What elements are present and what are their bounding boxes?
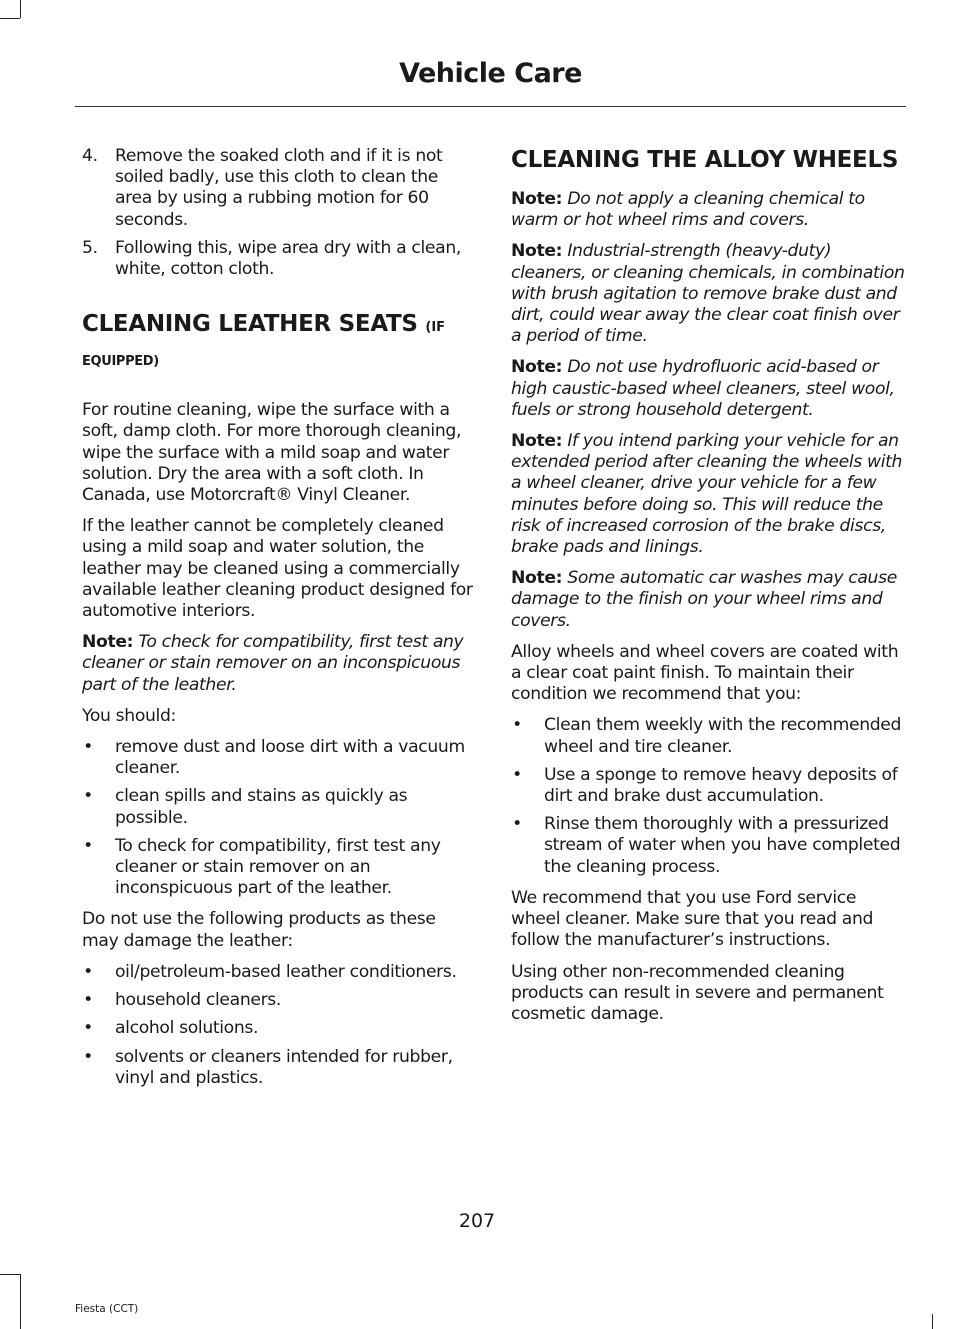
- right-column: [511, 146, 905, 1035]
- paragraph: We recommend that you use Ford service wheel cleaner. Make sure that you read and follow the manufacturer’s instructions.: [511, 887, 874, 951]
- bullet-marker: •: [83, 786, 93, 807]
- bullet-marker: •: [83, 961, 93, 982]
- bullet-item: [511, 765, 905, 807]
- paragraph: If the leather cannot be completely cleaned using a mild soap and water solution, the leather may be cleaned using a commercially available leather cleaning product designed for automotive interiors.: [82, 516, 473, 622]
- left-column: [82, 146, 474, 1096]
- bullet-item: [82, 786, 474, 828]
- crop-mark: [0, 1274, 20, 1275]
- bullet-text: clean spills and stains as quickly as possible.: [115, 786, 408, 828]
- bullet-item: [82, 1018, 474, 1039]
- note-label: Note:: [511, 431, 563, 452]
- crop-mark: [20, 1274, 21, 1329]
- paragraph: You should:: [82, 705, 176, 726]
- note-text: To check for compatibility, first test any cleaner or stain remover on an inconspicuous part of the leather.: [82, 632, 464, 695]
- note-label: Note:: [511, 189, 563, 209]
- bullet-text: remove dust and loose dirt with a vacuum cleaner.: [115, 737, 465, 779]
- note: [511, 241, 905, 347]
- note-text: Do not apply a cleaning chemical to warm or hot wheel rims and covers.: [511, 189, 865, 231]
- step-text: Following this, wipe area dry with a clean, white, cotton cloth.: [115, 237, 461, 280]
- step-text: Remove the soaked cloth and if it is not soiled badly, use this cloth to clean the area by using a rubbing motion for 60 seconds.: [115, 146, 443, 230]
- note: [82, 632, 474, 696]
- heading-suffix: (IF: [425, 320, 446, 336]
- bullet-text: Rinse them thoroughly with a pressurized stream of water when you have completed the cleaning process.: [544, 814, 901, 877]
- bullet-text: To check for compatibility, first test any cleaner or stain remover on an inconspicuous part of the leather.: [115, 835, 441, 899]
- bullet-text: solvents or cleaners intended for rubber, vinyl and plastics.: [115, 1046, 453, 1088]
- numbered-step: [82, 146, 474, 231]
- step-number: 5.: [82, 237, 98, 258]
- bullet-item: [511, 814, 905, 878]
- bullet-marker: •: [83, 1046, 93, 1067]
- note-label: Note:: [511, 241, 563, 262]
- numbered-step: [82, 238, 474, 280]
- bullet-item: [82, 737, 474, 779]
- paragraph: Using other non-recommended cleaning products can result in severe and permanent cosmetic damage.: [511, 961, 884, 1024]
- bullet-marker: •: [512, 764, 522, 785]
- bullet-item: [82, 836, 474, 900]
- note-label: Note:: [511, 357, 563, 378]
- crop-mark: [20, 0, 21, 18]
- bullet-text: Use a sponge to remove heavy deposits of dirt and brake dust accumulation.: [544, 764, 898, 807]
- note: [511, 357, 905, 421]
- bullet-marker: •: [83, 990, 93, 1011]
- paragraph: Alloy wheels and wheel covers are coated with a clear coat paint finish. To maintain their condition we recommend that you:: [511, 641, 899, 705]
- footer-label: Fiesta (CCT): [75, 1303, 139, 1315]
- bullet-item: [511, 715, 905, 757]
- bullet-marker: •: [512, 814, 522, 835]
- step-number: 4.: [82, 146, 98, 166]
- title-divider: [75, 106, 906, 107]
- paragraph: Do not use the following products as these may damage the leather:: [82, 909, 436, 951]
- bullet-text: Clean them weekly with the recommended wheel and tire cleaner.: [544, 715, 902, 757]
- heading-suffix-continued: EQUIPPED): [82, 354, 159, 370]
- section-heading-leather: [82, 310, 474, 342]
- crop-mark: [0, 18, 20, 19]
- note-text: Industrial-strength (heavy-duty) cleaners, or cleaning chemicals, in combination with brush agitation to remove brake dust and dirt, could wear away the clear coat finish over a period of time.: [511, 241, 905, 347]
- bullet-marker: •: [83, 737, 93, 758]
- note-label: Note:: [511, 568, 563, 589]
- note-text: Some automatic car washes may cause damage to the finish on your wheel rims and covers.: [511, 568, 897, 631]
- page-title: Vehicle Care: [399, 58, 582, 89]
- bullet-text: oil/petroleum-based leather conditioners.: [115, 961, 457, 982]
- section-heading-alloy-wheels: CLEANING THE ALLOY WHEELS: [511, 147, 899, 173]
- heading-main: CLEANING LEATHER SEATS: [82, 311, 418, 338]
- page-number: 207: [458, 1210, 496, 1232]
- note: [511, 431, 905, 558]
- bullet-item: [82, 962, 474, 983]
- bullet-text: alcohol solutions.: [115, 1018, 259, 1039]
- bullet-marker: •: [512, 715, 522, 736]
- paragraph: For routine cleaning, wipe the surface with a soft, damp cloth. For more thorough cleaning, wipe the surface with a mild soap and water solution. Dry the area with a soft cloth. In Canada, use Motorcraft® Vinyl Cleaner.: [82, 400, 462, 506]
- bullet-text: household cleaners.: [115, 990, 282, 1011]
- crop-mark: [932, 1314, 933, 1329]
- bullet-item: [82, 990, 474, 1011]
- bullet-marker: •: [83, 835, 93, 856]
- note: [511, 568, 905, 632]
- bullet-item: [82, 1047, 474, 1089]
- note-text: Do not use hydrofluoric acid-based or high caustic-based wheel cleaners, steel wool, fuels or strong household detergent.: [511, 357, 895, 420]
- note: [511, 189, 905, 231]
- note-text: If you intend parking your vehicle for an extended period after cleaning the wheels with a wheel cleaner, drive your vehicle for a few minutes before doing so. This will reduce the risk of increased corrosion of the brake discs, brake pads and linings.: [511, 431, 903, 558]
- bullet-marker: •: [83, 1018, 93, 1039]
- note-label: Note:: [82, 632, 134, 653]
